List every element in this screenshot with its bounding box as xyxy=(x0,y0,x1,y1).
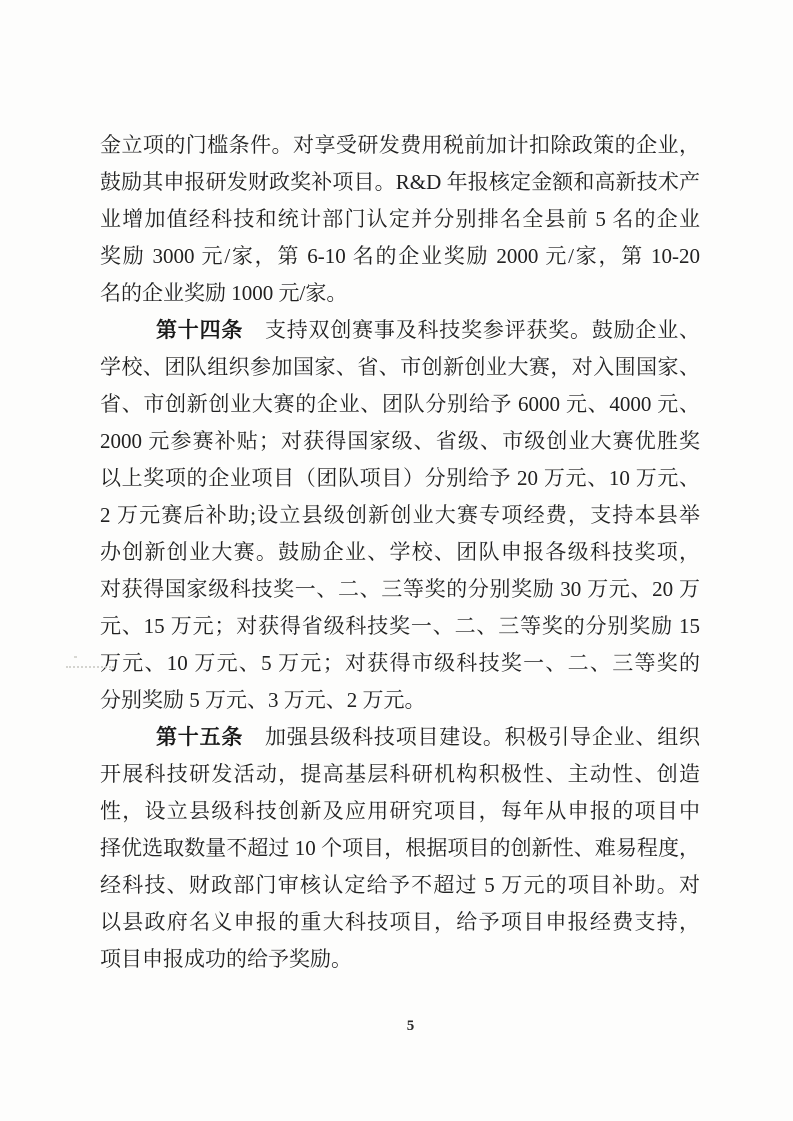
text-line: 项目申报成功的给予奖励。 xyxy=(100,947,352,971)
scan-speck xyxy=(74,656,77,658)
line-text: 加强县级科技项目建设。积极引导企业、组织 xyxy=(243,725,700,749)
text-line: 2 万元赛后补助;设立县级创新创业大赛专项经费，支持本县举 xyxy=(100,503,700,527)
line-text: 支持双创赛事及科技奖参评获奖。鼓励企业、 xyxy=(243,318,700,342)
text-line xyxy=(100,719,700,756)
text-line: 性，设立县级科技创新及应用研究项目，每年从申报的项目中 xyxy=(100,799,700,823)
document-body xyxy=(100,127,700,978)
text-line: 元、15 万元；对获得省级科技奖一、二、三等奖的分别奖励 15 xyxy=(100,614,700,638)
text-line: 省、市创新创业大赛的企业、团队分别给予 6000 元、4000 元、 xyxy=(100,392,700,416)
text-line: 开展科技研发活动，提高基层科研机构积极性、主动性、创造 xyxy=(100,762,700,786)
text-line: 业增加值经科技和统计部门认定并分别排名全县前 5 名的企业 xyxy=(100,207,700,231)
text-line: 择优选取数量不超过 10 个项目，根据项目的创新性、难易程度， xyxy=(100,836,700,860)
text-line: 万元、10 万元、5 万元；对获得市级科技奖一、二、三等奖的 xyxy=(100,651,700,675)
text-line: 鼓励其申报研发财政奖补项目。R&D 年报核定金额和高新技术产 xyxy=(100,170,700,194)
text-line: 以县政府名义申报的重大科技项目，给予项目申报经费支持， xyxy=(100,910,700,934)
text-line: 分别奖励 5 万元、3 万元、2 万元。 xyxy=(100,688,426,712)
article-number: 第十五条 xyxy=(156,725,244,749)
text-line: 金立项的门槛条件。对享受研发费用税前加计扣除政策的企业， xyxy=(100,133,700,157)
text-line: 学校、团队组织参加国家、省、市创新创业大赛，对入围国家、 xyxy=(100,355,700,379)
text-line: 2000 元参赛补贴；对获得国家级、省级、市级创业大赛优胜奖 xyxy=(100,429,700,453)
text-line: 以上奖项的企业项目（团队项目）分别给予 20 万元、10 万元、 xyxy=(100,466,700,490)
text-line: 名的企业奖励 1000 元/家。 xyxy=(100,281,348,305)
text-line: 奖励 3000 元/家，第 6-10 名的企业奖励 2000 元/家，第 10-20 xyxy=(100,244,700,268)
text-line xyxy=(100,312,700,349)
scan-artifact xyxy=(66,666,114,668)
article-number: 第十四条 xyxy=(156,318,244,342)
text-line: 经科技、财政部门审核认定给予不超过 5 万元的项目补助。对 xyxy=(100,873,700,897)
page-number: 5 xyxy=(406,1018,415,1034)
text-line: 对获得国家级科技奖一、二、三等奖的分别奖励 30 万元、20 万 xyxy=(100,577,700,601)
text-line: 办创新创业大赛。鼓励企业、学校、团队申报各级科技奖项， xyxy=(100,540,700,564)
